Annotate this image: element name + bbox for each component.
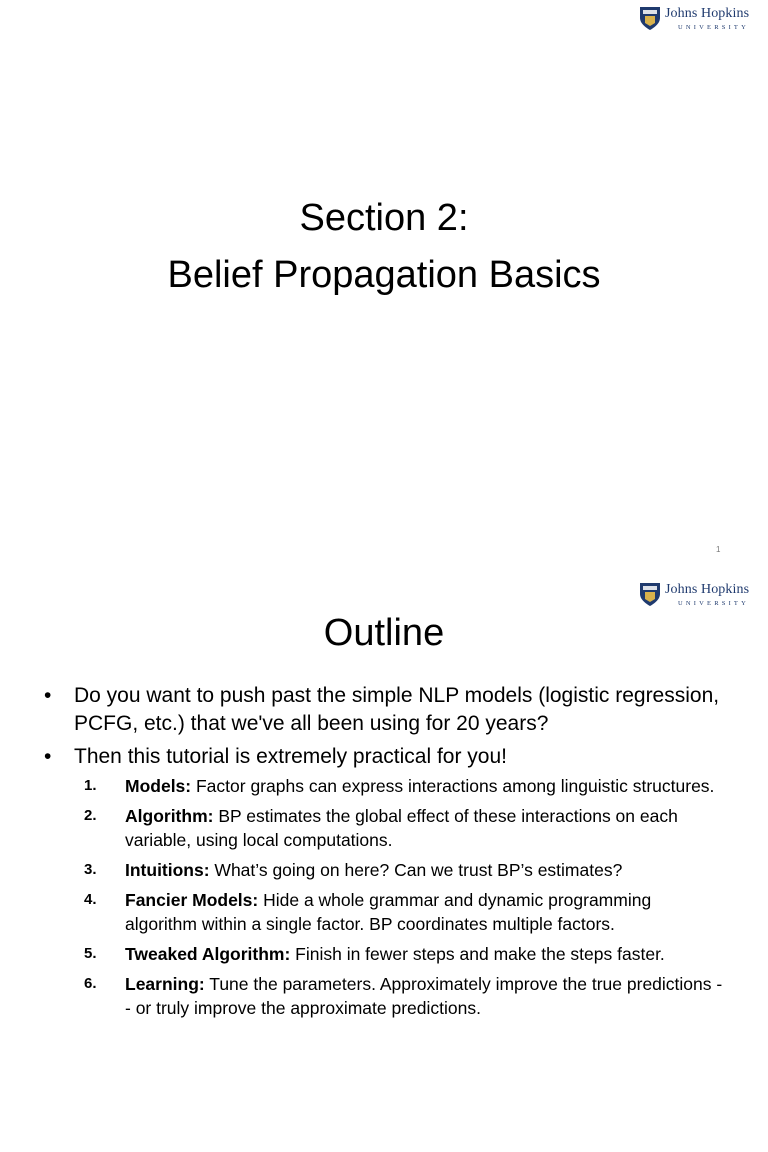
item-text: What’s going on here? Can we trust BP’s estimates? <box>209 860 623 880</box>
item-number: 2. <box>84 807 97 824</box>
item-number: 4. <box>84 891 97 908</box>
item-text: Finish in fewer steps and make the steps faster. <box>290 944 665 964</box>
section-title-line2: Belief Propagation Basics <box>167 254 601 296</box>
jhu-logo <box>638 5 768 35</box>
jhu-logo-name: Johns Hopkins <box>665 582 750 597</box>
jhu-logo-name: Johns Hopkins <box>665 6 750 21</box>
section-title <box>0 190 768 304</box>
outline-item <box>84 972 724 1020</box>
page-number: 1 <box>716 545 721 554</box>
jhu-logo <box>638 581 768 611</box>
jhu-shield-icon <box>638 5 662 31</box>
bullet-text: Then this tutorial is extremely practical for you! <box>74 745 508 768</box>
item-text: BP estimates the global effect of these interactions on each variable, using local computations. <box>125 806 678 850</box>
outline-numbered-list <box>84 774 724 1026</box>
jhu-logo-sub: UNIVERSITY <box>678 600 749 607</box>
bullet-icon: • <box>44 745 52 768</box>
outline-item <box>84 774 724 798</box>
outline-title: Outline <box>323 612 445 654</box>
outline-item <box>84 858 724 882</box>
bullet-icon: • <box>44 684 52 707</box>
item-text: Factor graphs can express interactions among linguistic structures. <box>191 776 715 796</box>
item-number: 3. <box>84 861 97 878</box>
jhu-logo-sub: UNIVERSITY <box>678 24 749 31</box>
item-label: Learning: <box>125 974 205 994</box>
outline-item <box>84 942 724 966</box>
item-label: Algorithm: <box>125 806 214 826</box>
bullet-text: Do you want to push past the simple NLP models (logistic regression, PCFG, etc.) that we've all been using for 20 years? <box>74 684 720 735</box>
item-number: 1. <box>84 777 97 794</box>
item-number: 6. <box>84 975 97 992</box>
jhu-shield-icon <box>638 581 662 607</box>
item-label: Tweaked Algorithm: <box>125 944 291 964</box>
outline-item <box>84 888 724 936</box>
item-text: Hide a whole grammar and dynamic programming algorithm within a single factor. BP coordinates multiple factors. <box>125 890 652 934</box>
item-label: Intuitions: <box>125 860 210 880</box>
bullet-item <box>44 743 734 771</box>
item-label: Models: <box>125 776 192 796</box>
slide-2 <box>0 576 768 1152</box>
item-text: Tune the parameters. Approximately improve the true predictions -- or truly improve the approximate predictions. <box>125 974 723 1018</box>
bullet-list <box>44 682 734 771</box>
bullet-item <box>44 682 734 738</box>
outline-item <box>84 804 724 852</box>
item-label: Fancier Models: <box>125 890 259 910</box>
item-number: 5. <box>84 945 97 962</box>
section-title-line1: Section 2: <box>299 197 469 239</box>
